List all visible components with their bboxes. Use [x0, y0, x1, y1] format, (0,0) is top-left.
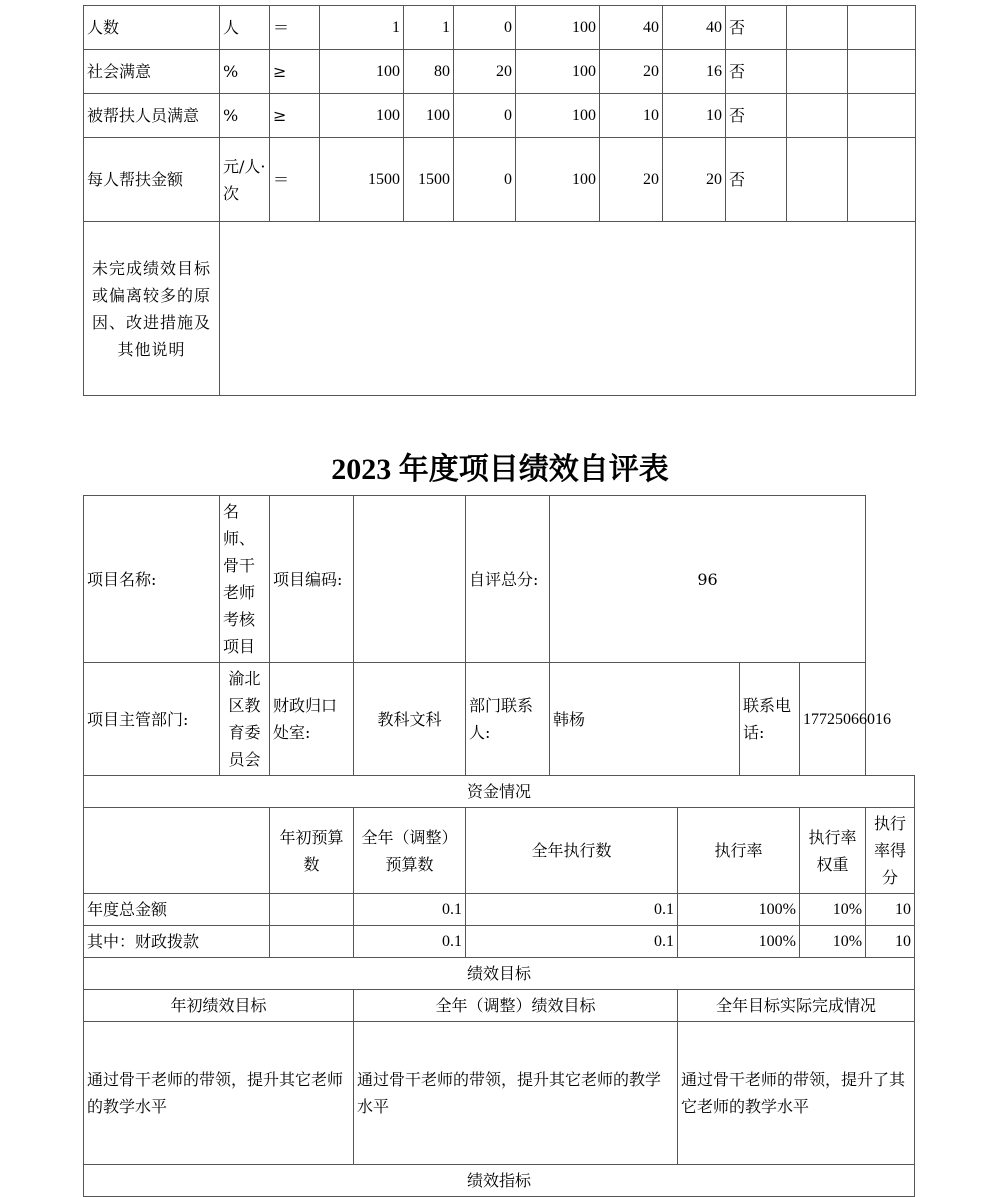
fund-executed: 0.1: [466, 926, 678, 958]
indicator-value: 20: [600, 50, 663, 94]
indicator-value: 100: [516, 94, 600, 138]
fund-weight: 10%: [800, 926, 866, 958]
table-row: [84, 990, 915, 1022]
indicator-value: 100: [404, 94, 454, 138]
indicator-flag: 否: [726, 6, 787, 50]
indicator-flag: 否: [726, 50, 787, 94]
initial-goal: 通过骨干老师的带领，提升其它老师的教学水平: [84, 1022, 354, 1165]
row-label: 年度总金额: [84, 894, 270, 926]
indicator-value: 40: [663, 6, 726, 50]
indicator-value: 100: [516, 50, 600, 94]
project-name-label: 项目名称:: [84, 496, 220, 663]
empty-cell: [787, 94, 848, 138]
indicator-unit: 人: [220, 6, 270, 50]
table-row: [84, 663, 915, 776]
funds-section-title: 资金情况: [84, 776, 915, 808]
contact-label: 部门联系人:: [466, 663, 550, 776]
indicator-value: 0: [454, 94, 516, 138]
fund-adjusted: 0.1: [354, 894, 466, 926]
indicator-value: 16: [663, 50, 726, 94]
phone-label: 联系电话:: [740, 663, 800, 776]
fund-score: 10: [866, 926, 915, 958]
indicator-value: 1500: [320, 138, 404, 222]
empty-cell: [848, 6, 916, 50]
indicator-value: 100: [516, 138, 600, 222]
indicators-section-title: 绩效指标: [84, 1165, 915, 1197]
col-header: 全年（调整）预算数: [354, 808, 466, 894]
indicator-operator: ＝: [270, 6, 320, 50]
indicator-value: 80: [404, 50, 454, 94]
table-row: [84, 1165, 915, 1197]
indicator-value: 1500: [404, 138, 454, 222]
table-row: [84, 496, 915, 663]
fund-rate: 100%: [678, 894, 800, 926]
page-title: 2023 年度项目绩效自评表: [331, 453, 669, 486]
table-row: [84, 222, 916, 396]
remark-label: 未完成绩效目标或偏离较多的原因、改进措施及其他说明: [84, 222, 220, 396]
indicator-value: 20: [600, 138, 663, 222]
fund-adjusted: 0.1: [354, 926, 466, 958]
indicator-value: 20: [663, 138, 726, 222]
col-header: 年初预算数: [270, 808, 354, 894]
indicator-value: 20: [454, 50, 516, 94]
table-row: [84, 1022, 915, 1165]
contact: 韩杨: [550, 663, 740, 776]
table-row: [84, 6, 916, 50]
indicator-operator: ＝: [270, 138, 320, 222]
indicator-value: 0: [454, 138, 516, 222]
col-header: 执行率权重: [800, 808, 866, 894]
table-row: [84, 94, 916, 138]
indicator-unit: 元/人·次: [220, 138, 270, 222]
indicator-table-continued: [83, 5, 916, 396]
project-name: 名师、骨干老师考核项目: [220, 496, 270, 663]
goals-section-title: 绩效目标: [84, 958, 915, 990]
indicator-value: 0: [454, 6, 516, 50]
row-label: 其中：财政拨款: [84, 926, 270, 958]
indicator-value: 1: [320, 6, 404, 50]
indicator-unit: %: [220, 50, 270, 94]
indicator-value: 10: [600, 94, 663, 138]
project-code: [354, 496, 466, 663]
table-row: [84, 776, 915, 808]
empty-cell: [84, 808, 270, 894]
indicator-name: 社会满意: [84, 50, 220, 94]
indicator-value: 100: [320, 94, 404, 138]
table-row: [84, 138, 916, 222]
indicator-value: 100: [320, 50, 404, 94]
fund-rate: 100%: [678, 926, 800, 958]
indicator-name: 被帮扶人员满意: [84, 94, 220, 138]
col-header: 年初绩效目标: [84, 990, 354, 1022]
fund-executed: 0.1: [466, 894, 678, 926]
indicator-value: 40: [600, 6, 663, 50]
empty-cell: [848, 50, 916, 94]
table-row: [84, 958, 915, 990]
self-score: 96: [550, 496, 866, 663]
col-header: 全年执行数: [466, 808, 678, 894]
indicator-value: 100: [516, 6, 600, 50]
fund-initial: [270, 894, 354, 926]
table-row: [84, 926, 915, 958]
score-label: 自评总分:: [466, 496, 550, 663]
col-header: 全年（调整）绩效目标: [354, 990, 678, 1022]
indicator-value: 1: [404, 6, 454, 50]
phone: 17725066016: [800, 663, 866, 776]
indicator-operator: ≥: [270, 94, 320, 138]
empty-cell: [848, 138, 916, 222]
indicator-flag: 否: [726, 138, 787, 222]
fund-initial: [270, 926, 354, 958]
dept: 渝北区教育委员会: [220, 663, 270, 776]
col-header: 执行率: [678, 808, 800, 894]
fund-weight: 10%: [800, 894, 866, 926]
project-code-label: 项目编码:: [270, 496, 354, 663]
empty-cell: [848, 94, 916, 138]
table-row: [84, 50, 916, 94]
table-row: [84, 894, 915, 926]
table-row: [84, 808, 915, 894]
col-header: 执行率得分: [866, 808, 915, 894]
indicator-flag: 否: [726, 94, 787, 138]
indicator-name: 人数: [84, 6, 220, 50]
indicator-unit: %: [220, 94, 270, 138]
office: 教科文科: [354, 663, 466, 776]
indicator-operator: ≥: [270, 50, 320, 94]
fund-score: 10: [866, 894, 915, 926]
empty-cell: [787, 50, 848, 94]
empty-cell: [787, 138, 848, 222]
empty-cell: [787, 6, 848, 50]
actual-completion: 通过骨干老师的带领，提升了其它老师的教学水平: [678, 1022, 915, 1165]
office-label: 财政归口处室:: [270, 663, 354, 776]
indicator-value: 10: [663, 94, 726, 138]
indicator-name: 每人帮扶金额: [84, 138, 220, 222]
col-header: 全年目标实际完成情况: [678, 990, 915, 1022]
self-evaluation-table: [83, 495, 915, 1197]
remark-value: [220, 222, 916, 396]
dept-label: 项目主管部门:: [84, 663, 220, 776]
adjusted-goal: 通过骨干老师的带领，提升其它老师的教学水平: [354, 1022, 678, 1165]
